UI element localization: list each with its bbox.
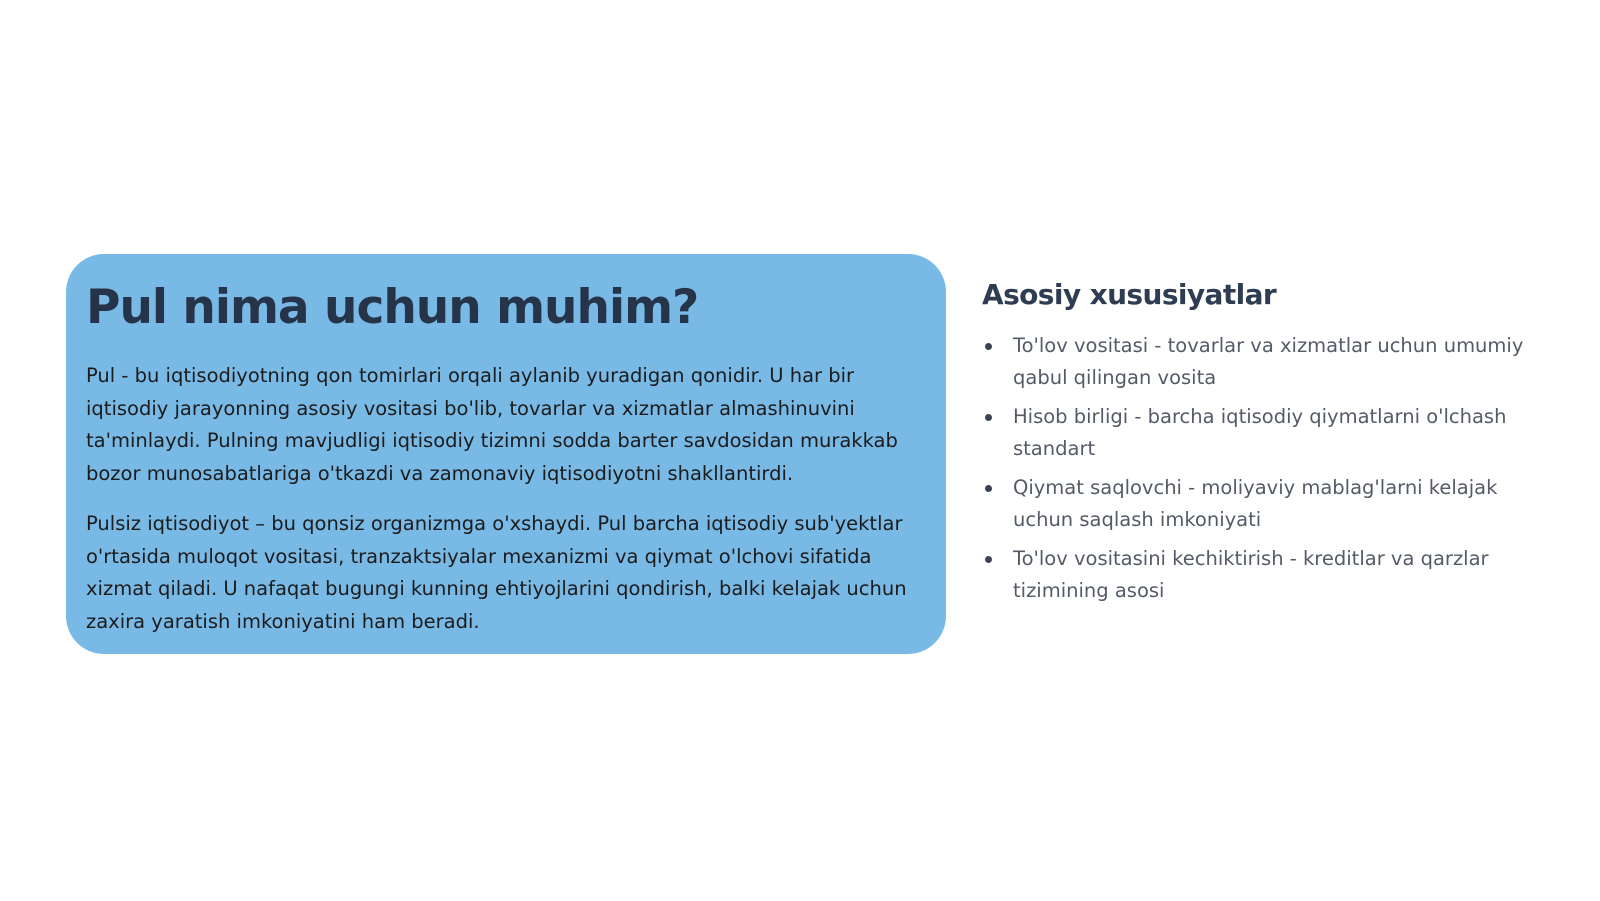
bullet-icon xyxy=(985,414,992,421)
bullet-icon xyxy=(985,485,992,492)
feature-item xyxy=(982,401,1542,465)
info-card xyxy=(66,254,946,654)
bullet-icon xyxy=(985,343,992,350)
feature-item xyxy=(982,330,1542,394)
features-list xyxy=(982,330,1542,607)
feature-item-text: Hisob birligi - barcha iqtisodiy qiymatlarni o'lchash standart xyxy=(1013,405,1507,460)
features-title: Asosiy xususiyatlar xyxy=(982,278,1277,311)
feature-item-text: To'lov vositasi - tovarlar va xizmatlar uchun umumiy qabul qilingan vosita xyxy=(1013,334,1524,389)
feature-item-text: Qiymat saqlovchi - moliyaviy mablag'larni kelajak uchun saqlash imkoniyati xyxy=(1013,476,1498,531)
feature-item xyxy=(982,543,1542,607)
card-title: Pul nima uchun muhim? xyxy=(86,280,699,335)
features-panel xyxy=(982,272,1542,614)
bullet-icon xyxy=(985,556,992,563)
feature-item xyxy=(982,472,1542,536)
card-paragraph-1: Pul - bu iqtisodiyotning qon tomirlari orqali aylanib yuradigan qonidir. U har bir iqtisodiy jarayonning asosiy vositasi bo'lib, tovarlar va xizmatlar almashinuvini ta'minlaydi. Pulning mavjudligi iqtisodiy tizimni sodda barter savdosidan murakkab bozor munosabatlariga o'tkazdi va zamonaviy iqtisodiyotni shakllantirdi. xyxy=(86,364,898,485)
card-paragraph-2: Pulsiz iqtisodiyot – bu qonsiz organizmga o'xshaydi. Pul barcha iqtisodiy sub'yektlar o'rtasida muloqot vositasi, tranzaktsiyalar mexanizmi va qiymat o'lchovi sifatida xizmat qiladi. U nafaqat bugungi kunning ehtiyojlarini qondirish, balki kelajak uchun zaxira yaratish imkoniyatini ham beradi. xyxy=(86,512,907,633)
feature-item-text: To'lov vositasini kechiktirish - kreditlar va qarzlar tizimining asosi xyxy=(1013,547,1489,602)
